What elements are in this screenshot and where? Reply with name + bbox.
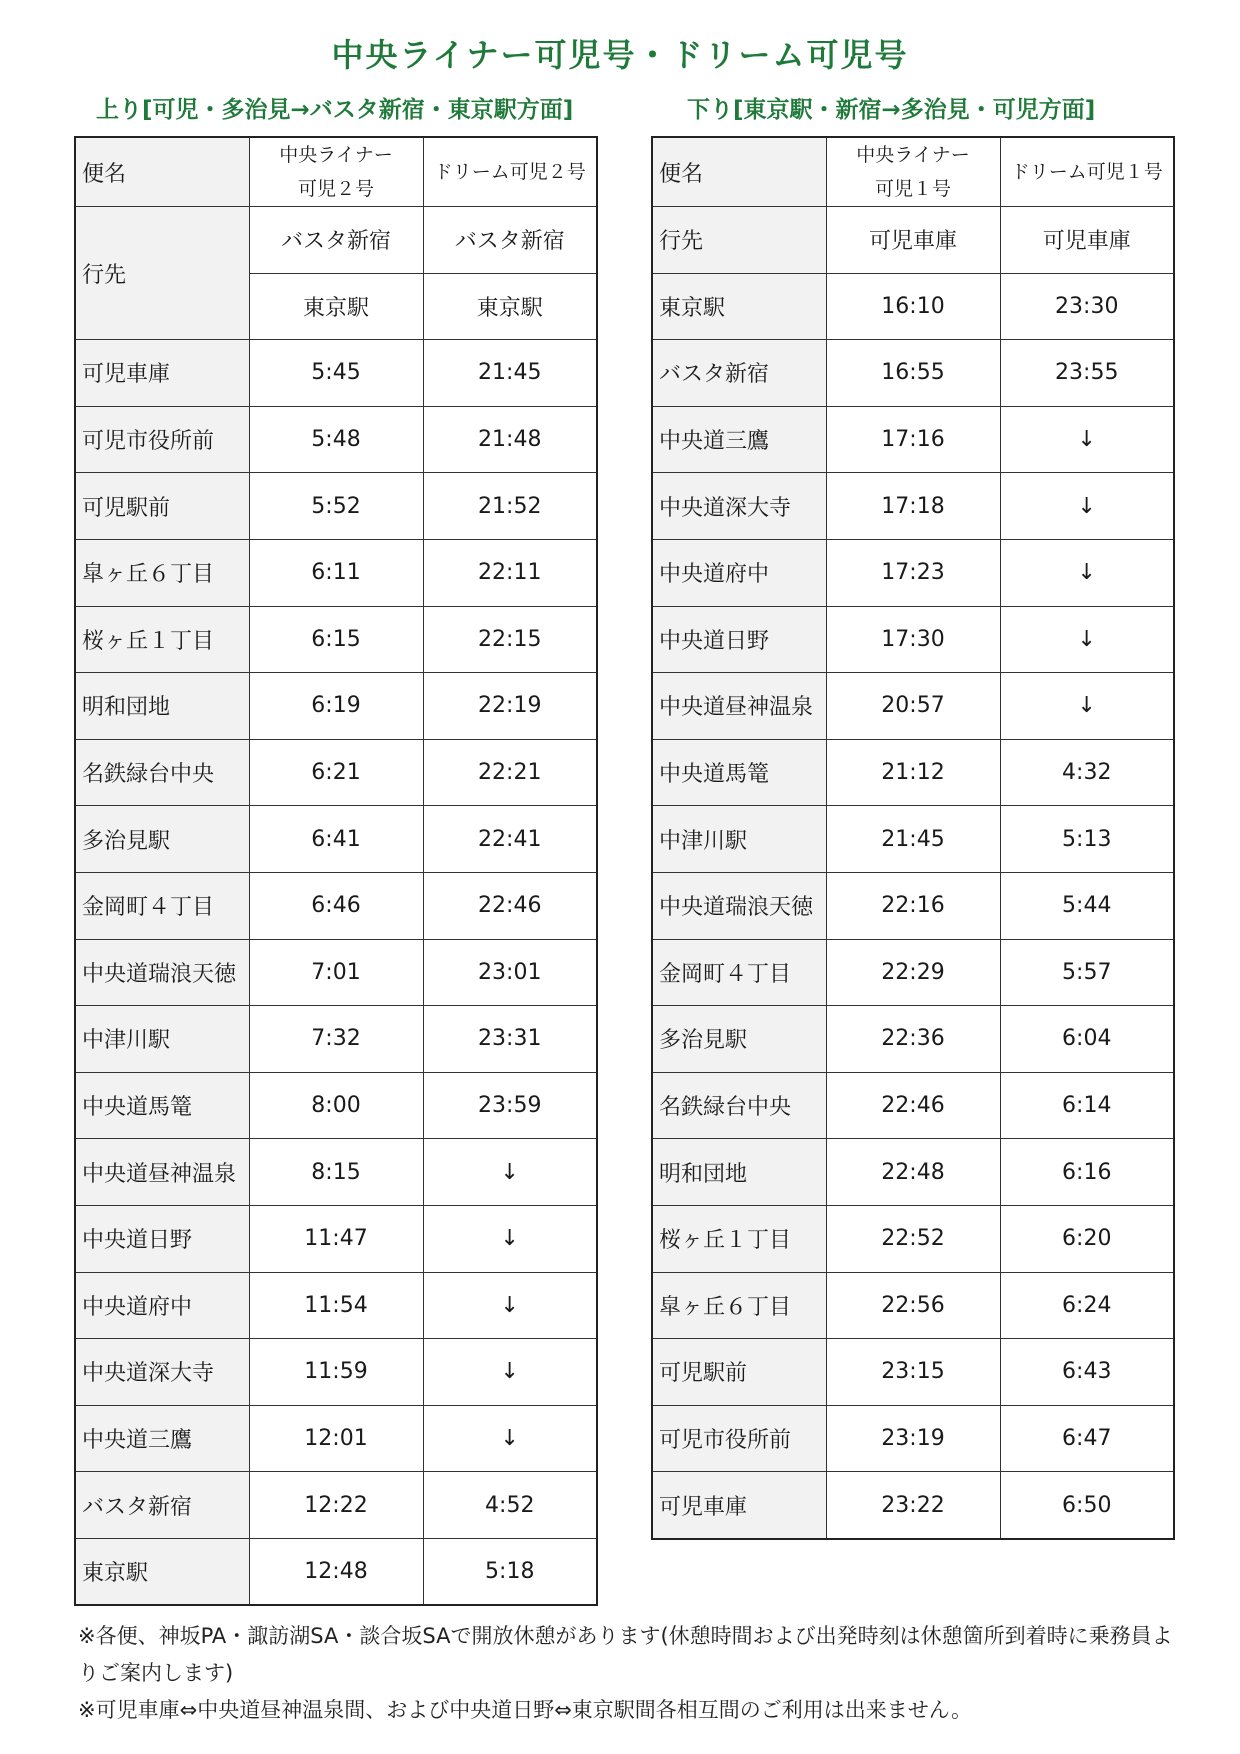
stop-name: 中央道昼神温泉: [75, 1139, 249, 1206]
bus-1-time: 22:52: [826, 1205, 1000, 1272]
bus-2-time: 6:14: [1000, 1072, 1174, 1139]
bus-1-time: 22:16: [826, 872, 1000, 939]
timetable-row: [652, 340, 1174, 407]
bus-1-time: 16:10: [826, 273, 1000, 340]
timetable-row: [652, 939, 1174, 1006]
header-row: [652, 137, 1174, 207]
timetable-row: [652, 673, 1174, 740]
bus-1-time: 22:56: [826, 1272, 1000, 1339]
timetable-row: [75, 606, 597, 673]
destination-label: 行先: [652, 207, 826, 274]
timetable-row: [652, 1405, 1174, 1472]
bus-2-time: 4:32: [1000, 739, 1174, 806]
bus-2-time: 6:43: [1000, 1339, 1174, 1406]
bus-1-name-line1: 中央ライナー: [856, 144, 970, 166]
timetable-row: [75, 806, 597, 873]
bus-2-time: ↓: [1000, 606, 1174, 673]
stop-name: 中津川駅: [75, 1006, 249, 1073]
stop-name: 桜ヶ丘１丁目: [75, 606, 249, 673]
timetable-row: [75, 539, 597, 606]
stop-name: 可児駅前: [652, 1339, 826, 1406]
stop-name: 中央道深大寺: [652, 473, 826, 540]
bus-2-time: 5:18: [423, 1538, 597, 1605]
timetable-row: [75, 739, 597, 806]
stop-name: 名鉄緑台中央: [75, 739, 249, 806]
page-title: 中央ライナー可児号・ドリーム可児号: [331, 36, 909, 74]
bus-2-time: ↓: [1000, 539, 1174, 606]
bus-1-time: 20:57: [826, 673, 1000, 740]
timetable-row: [75, 1472, 597, 1539]
service-name-label: 便名: [652, 137, 826, 207]
bus-2-time: 6:16: [1000, 1139, 1174, 1206]
stop-name: バスタ新宿: [75, 1472, 249, 1539]
bus-2-time: 22:19: [423, 673, 597, 740]
bus-2-time: ↓: [423, 1272, 597, 1339]
bus-1-time: 23:15: [826, 1339, 1000, 1406]
bus-2-time: ↓: [423, 1405, 597, 1472]
bus-1-time: 6:15: [249, 606, 423, 673]
stop-name: 中央道三鷹: [75, 1405, 249, 1472]
stop-name: 可児駅前: [75, 473, 249, 540]
stop-name: 皐ヶ丘６丁目: [652, 1272, 826, 1339]
bus-1-time: 21:12: [826, 739, 1000, 806]
timetable-row: [75, 406, 597, 473]
timetable-row: [75, 1272, 597, 1339]
stop-name: 多治見駅: [652, 1006, 826, 1073]
timetable-row: [652, 1339, 1174, 1406]
bus-1-destination-b: 東京駅: [249, 273, 423, 340]
timetable-row: [652, 872, 1174, 939]
bus-1-name: [826, 137, 1000, 207]
stop-name: 東京駅: [75, 1538, 249, 1605]
bus-1-name-line2: 可児１号: [874, 178, 951, 200]
timetable-row: [75, 1538, 597, 1605]
bus-1-time: 7:32: [249, 1006, 423, 1073]
bus-1-destination: 可児車庫: [826, 207, 1000, 274]
bus-1-time: 6:21: [249, 739, 423, 806]
bus-1-time: 8:00: [249, 1072, 423, 1139]
timetable-row: [75, 1139, 597, 1206]
bus-1-time: 11:47: [249, 1205, 423, 1272]
destination-label: 行先: [75, 207, 249, 340]
bus-2-time: ↓: [423, 1339, 597, 1406]
bus-1-name: [249, 137, 423, 207]
bus-2-time: 22:15: [423, 606, 597, 673]
stop-name: 可児車庫: [75, 340, 249, 407]
bus-2-time: 23:30: [1000, 273, 1174, 340]
bus-1-time: 22:29: [826, 939, 1000, 1006]
service-name-label: 便名: [75, 137, 249, 207]
timetable-row: [75, 1405, 597, 1472]
timetable-row: [652, 739, 1174, 806]
stop-name: 可児市役所前: [75, 406, 249, 473]
bus-1-time: 6:41: [249, 806, 423, 873]
stop-name: 中津川駅: [652, 806, 826, 873]
bus-1-time: 22:46: [826, 1072, 1000, 1139]
stop-name: 東京駅: [652, 273, 826, 340]
up-direction-heading: 上り[可児・多治見→バスタ新宿・東京駅方面]: [96, 97, 574, 123]
bus-1-time: 21:45: [826, 806, 1000, 873]
bus-2-name: ドリーム可児２号: [423, 137, 597, 207]
bus-1-time: 17:30: [826, 606, 1000, 673]
stop-name: バスタ新宿: [652, 340, 826, 407]
timetable-row: [652, 406, 1174, 473]
bus-1-name-line1: 中央ライナー: [279, 144, 393, 166]
bus-2-time: 6:04: [1000, 1006, 1174, 1073]
timetable-row: [652, 1472, 1174, 1539]
notes: [78, 1618, 1178, 1729]
bus-2-time: 6:20: [1000, 1205, 1174, 1272]
bus-1-destination-a: バスタ新宿: [249, 207, 423, 274]
stop-name: 中央道馬篭: [652, 739, 826, 806]
destination-row: [75, 207, 597, 274]
bus-1-time: 12:48: [249, 1538, 423, 1605]
bus-2-time: 22:21: [423, 739, 597, 806]
stop-name: 桜ヶ丘１丁目: [652, 1205, 826, 1272]
stop-name: 中央道深大寺: [75, 1339, 249, 1406]
bus-1-time: 23:19: [826, 1405, 1000, 1472]
bus-2-time: 23:31: [423, 1006, 597, 1073]
stop-name: 金岡町４丁目: [652, 939, 826, 1006]
bus-2-time: ↓: [1000, 473, 1174, 540]
timetable-row: [75, 1339, 597, 1406]
timetable-row: [75, 1072, 597, 1139]
stop-name: 可児車庫: [652, 1472, 826, 1539]
stop-name: 中央道馬篭: [75, 1072, 249, 1139]
bus-1-time: 11:54: [249, 1272, 423, 1339]
bus-1-time: 11:59: [249, 1339, 423, 1406]
bus-2-time: 5:13: [1000, 806, 1174, 873]
bus-2-time: 23:01: [423, 939, 597, 1006]
bus-1-time: 7:01: [249, 939, 423, 1006]
note-rest-stops: ※各便、神坂PA・諏訪湖SA・談合坂SAで開放休憩があります(休憩時間および出発時刻は休憩箇所到着時に乗務員よりご案内します): [78, 1624, 1173, 1685]
bus-1-time: 5:52: [249, 473, 423, 540]
bus-2-time: 5:57: [1000, 939, 1174, 1006]
timetable-row: [75, 1006, 597, 1073]
timetable-row: [75, 340, 597, 407]
bus-1-time: 8:15: [249, 1139, 423, 1206]
bus-1-time: 6:19: [249, 673, 423, 740]
bus-1-time: 17:18: [826, 473, 1000, 540]
stop-name: 多治見駅: [75, 806, 249, 873]
stop-name: 名鉄緑台中央: [652, 1072, 826, 1139]
bus-2-time: 4:52: [423, 1472, 597, 1539]
bus-2-time: 21:45: [423, 340, 597, 407]
timetable-row: [75, 473, 597, 540]
bus-1-name-line2: 可児２号: [297, 178, 374, 200]
timetable-row: [75, 872, 597, 939]
bus-2-time: 21:48: [423, 406, 597, 473]
timetable-row: [652, 1006, 1174, 1073]
timetable-row: [75, 939, 597, 1006]
stop-name: 中央道昼神温泉: [652, 673, 826, 740]
stop-name: 中央道三鷹: [652, 406, 826, 473]
bus-2-destination-b: 東京駅: [423, 273, 597, 340]
note-restrictions: ※可児車庫⇔中央道昼神温泉間、および中央道日野⇔東京駅間各相互間のご利用は出来ません。: [78, 1698, 973, 1722]
stop-name: 中央道府中: [75, 1272, 249, 1339]
timetable-row: [652, 1272, 1174, 1339]
bus-1-time: 22:48: [826, 1139, 1000, 1206]
bus-1-time: 17:23: [826, 539, 1000, 606]
timetable-row: [652, 1205, 1174, 1272]
timetable-row: [652, 1139, 1174, 1206]
bus-2-time: 6:47: [1000, 1405, 1174, 1472]
bus-2-time: 23:55: [1000, 340, 1174, 407]
stop-name: 中央道瑞浪天徳: [75, 939, 249, 1006]
bus-2-time: 5:44: [1000, 872, 1174, 939]
header-row: [75, 137, 597, 207]
stop-name: 皐ヶ丘６丁目: [75, 539, 249, 606]
stop-name: 金岡町４丁目: [75, 872, 249, 939]
bus-2-time: ↓: [1000, 673, 1174, 740]
timetable-row: [652, 806, 1174, 873]
stop-name: 中央道瑞浪天徳: [652, 872, 826, 939]
down-direction-heading: 下り[東京駅・新宿→多治見・可児方面]: [687, 97, 1096, 123]
timetable-row: [652, 539, 1174, 606]
bus-2-time: 22:11: [423, 539, 597, 606]
stop-name: 中央道府中: [652, 539, 826, 606]
bus-1-time: 22:36: [826, 1006, 1000, 1073]
stop-name: 可児市役所前: [652, 1405, 826, 1472]
stop-name: 明和団地: [75, 673, 249, 740]
bus-2-name: ドリーム可児１号: [1000, 137, 1174, 207]
bus-2-time: ↓: [423, 1139, 597, 1206]
timetable-row: [652, 273, 1174, 340]
timetable-row: [75, 1205, 597, 1272]
bus-1-time: 5:45: [249, 340, 423, 407]
stop-name: 明和団地: [652, 1139, 826, 1206]
bus-2-time: ↓: [1000, 406, 1174, 473]
bus-2-destination: 可児車庫: [1000, 207, 1174, 274]
timetable-row: [652, 473, 1174, 540]
bus-1-time: 23:22: [826, 1472, 1000, 1539]
bus-1-time: 17:16: [826, 406, 1000, 473]
bus-2-time: 22:41: [423, 806, 597, 873]
destination-row: [652, 207, 1174, 274]
bus-1-time: 5:48: [249, 406, 423, 473]
up-timetable: [74, 136, 598, 1606]
bus-1-time: 6:11: [249, 539, 423, 606]
bus-2-time: 22:46: [423, 872, 597, 939]
stop-name: 中央道日野: [652, 606, 826, 673]
bus-1-time: 12:01: [249, 1405, 423, 1472]
bus-2-time: 21:52: [423, 473, 597, 540]
bus-2-time: 23:59: [423, 1072, 597, 1139]
stop-name: 中央道日野: [75, 1205, 249, 1272]
timetable-row: [652, 1072, 1174, 1139]
bus-2-time: 6:50: [1000, 1472, 1174, 1539]
bus-1-time: 12:22: [249, 1472, 423, 1539]
bus-2-destination-a: バスタ新宿: [423, 207, 597, 274]
timetable-row: [652, 606, 1174, 673]
bus-2-time: ↓: [423, 1205, 597, 1272]
timetable-row: [75, 673, 597, 740]
down-timetable: [651, 136, 1175, 1540]
bus-2-time: 6:24: [1000, 1272, 1174, 1339]
bus-1-time: 16:55: [826, 340, 1000, 407]
bus-1-time: 6:46: [249, 872, 423, 939]
